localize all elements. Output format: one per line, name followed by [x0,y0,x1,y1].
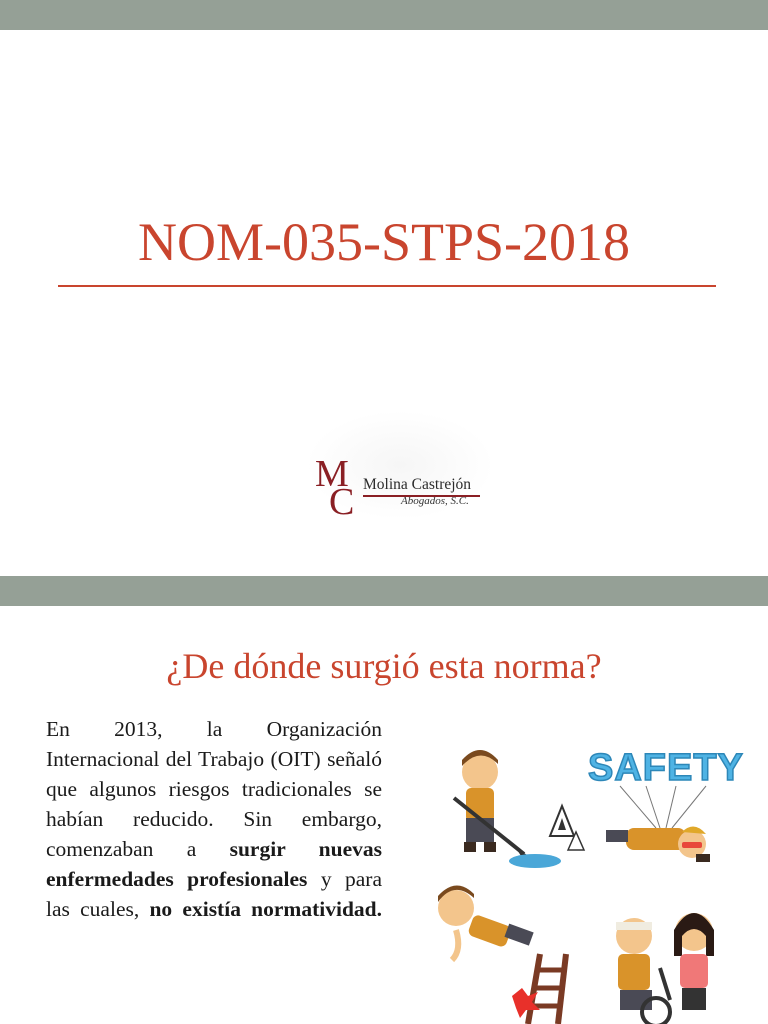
injured-worker-icon [616,918,670,1024]
company-logo [305,440,495,532]
paragraph-text: y para las cuales, [46,867,382,921]
safety-illustration [420,730,760,1024]
svg-text:C: C [329,481,355,516]
paragraph-emphasis: surgir nuevas enfermedades profesionales [46,837,382,891]
monogram-logo-icon [313,450,365,516]
fallen-worker-icon [606,826,710,862]
paragraph-emphasis: no existía normatividad. [149,897,382,921]
paragraph-text: En 2013, la Organización Internacional del Trabajo (OIT) señaló que algunos riesgos tradicionales se habían reducido. Sin embargo, comenzaban a [46,717,382,861]
helper-nurse-icon [674,913,714,1010]
top-band [0,0,768,30]
middle-band [0,576,768,606]
worker-mopping-icon [454,750,561,868]
section-title: ¿De dónde surgió esta norma? [166,646,602,686]
logo-subtitle: Abogados, S.C. [401,495,469,507]
svg-text:SAFETY: SAFETY [588,747,744,789]
ladder-fall-icon [438,885,566,1024]
body-paragraph [46,714,382,924]
safety-balloons-icon [588,747,744,828]
warning-sign-icon [550,806,584,850]
title-underline [58,285,716,287]
slide-title: NOM-035-STPS-2018 [137,212,631,272]
logo-name: Molina Castrejón [363,476,472,493]
svg-text:M: M [315,453,349,495]
